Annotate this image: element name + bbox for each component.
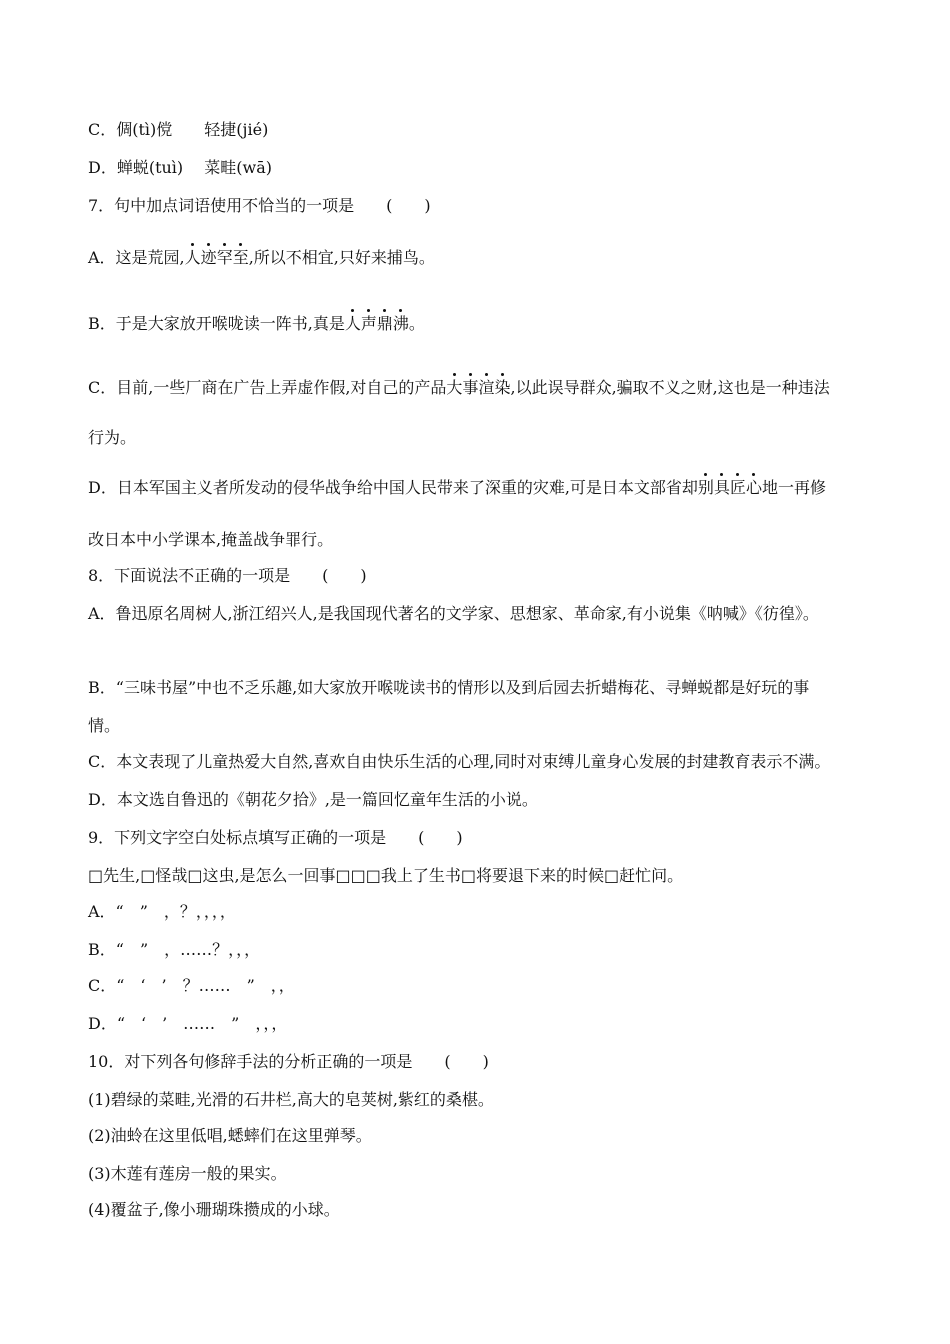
emphasis-char: 至 (232, 248, 249, 267)
q9-option-c: C．“ ‘ ’ ？…… ” ，， (88, 976, 295, 995)
emphasis-char: 染 (494, 378, 511, 397)
emphasis-char: 迹 (200, 248, 217, 267)
emphasis-char: 具 (713, 478, 730, 497)
q8-option-d: D．本文选自鲁迅的《朝花夕拾》,是一篇回忆童年生活的小说。 (88, 790, 538, 809)
emphasis-char: 匠 (729, 478, 746, 497)
q9-option-d: D．“ ‘ ’ …… ” ，，， (88, 1014, 288, 1033)
q7c-post: ,以此误导群众,骗取不义之财,这也是一种违法 (510, 378, 830, 397)
q8-option-a: A．鲁迅原名周树人,浙江绍兴人,是我国现代著名的文学家、思想家、革命家,有小说集《呐喊》《彷徨》。 (88, 604, 819, 623)
emphasis-char: 人 (344, 314, 361, 333)
q10-stem: 10．对下列各句修辞手法的分析正确的一项是 ( ) (88, 1052, 489, 1071)
emphasis-char: 声 (360, 314, 377, 333)
q6-option-d: D．蝉蜕(tuì) 菜畦(wā) (88, 158, 272, 177)
q10-sentence-2: (2)油蛉在这里低唱,蟋蟀们在这里弹琴。 (88, 1126, 372, 1145)
q7b-pre: B．于是大家放开喉咙读一阵书,真是 (88, 314, 345, 333)
q7c-marked-phrase (446, 378, 510, 397)
q7-option-d (88, 478, 826, 498)
q7b-post: 。 (408, 314, 425, 333)
q7-option-b (88, 314, 425, 334)
q7-option-c-cont: 行为。 (88, 428, 137, 447)
q7-stem: 7．句中加点词语使用不恰当的一项是 ( ) (88, 196, 431, 215)
q7-option-a (88, 248, 435, 268)
emphasis-char: 事 (462, 378, 479, 397)
q7-option-d-cont: 改日本中小学课本,掩盖战争罪行。 (88, 530, 334, 549)
q8-stem: 8．下面说法不正确的一项是 ( ) (88, 566, 367, 585)
emphasis-char: 渲 (478, 378, 495, 397)
q7b-marked-phrase (345, 314, 409, 333)
emphasis-char: 罕 (216, 248, 233, 267)
q10-sentence-1: (1)碧绿的菜畦,光滑的石井栏,高大的皂荚树,紫红的桑椹。 (88, 1090, 494, 1109)
emphasis-char: 人 (184, 248, 201, 267)
q10-sentence-3: (3)木莲有莲房一般的果实。 (88, 1164, 287, 1183)
q9-option-b: B．“ ” ，……？，，， (88, 940, 261, 959)
q7c-pre: C．目前,一些厂商在广告上弄虚作假,对自己的产品 (88, 378, 447, 397)
q9-option-a: A．“ ” ，？，，，， (88, 902, 236, 921)
q6-option-c: C．倜(tì)傥 轻捷(jié) (88, 120, 269, 139)
emphasis-char: 鼎 (376, 314, 393, 333)
q7a-post: ,所以不相宜,只好来捕鸟。 (248, 248, 435, 267)
q10-sentence-4: (4)覆盆子,像小珊瑚珠攒成的小球。 (88, 1200, 340, 1219)
q7d-post: 地一再修 (761, 478, 826, 497)
q8-option-c: C．本文表现了儿童热爱大自然,喜欢自由快乐生活的心理,同时对束缚儿童身心发展的封建教育表示不满。 (88, 752, 831, 771)
q7d-pre: D．日本军国主义者所发动的侵华战争给中国人民带来了深重的灾难,可是日本文部省却 (88, 478, 698, 497)
emphasis-char: 大 (446, 378, 463, 397)
q7-option-c (88, 378, 830, 398)
q7d-marked-phrase (698, 478, 762, 497)
q7a-pre: A．这是荒园, (88, 248, 185, 267)
q8-option-b-cont: 情。 (88, 716, 121, 735)
emphasis-char: 心 (745, 478, 762, 497)
q9-stem: 9．下列文字空白处标点填写正确的一项是 ( ) (88, 828, 463, 847)
q9-passage: □先生,□怪哉□这虫,是怎么一回事□□□我上了生书□将要退下来的时候□赶忙问。 (88, 866, 684, 885)
q7a-marked-phrase (185, 248, 249, 267)
emphasis-char: 别 (697, 478, 714, 497)
q8-option-b: B．“三味书屋”中也不乏乐趣,如大家放开喉咙读书的情形以及到后园去折蜡梅花、寻蝉蜕都是好玩的事 (88, 678, 810, 697)
emphasis-char: 沸 (392, 314, 409, 333)
